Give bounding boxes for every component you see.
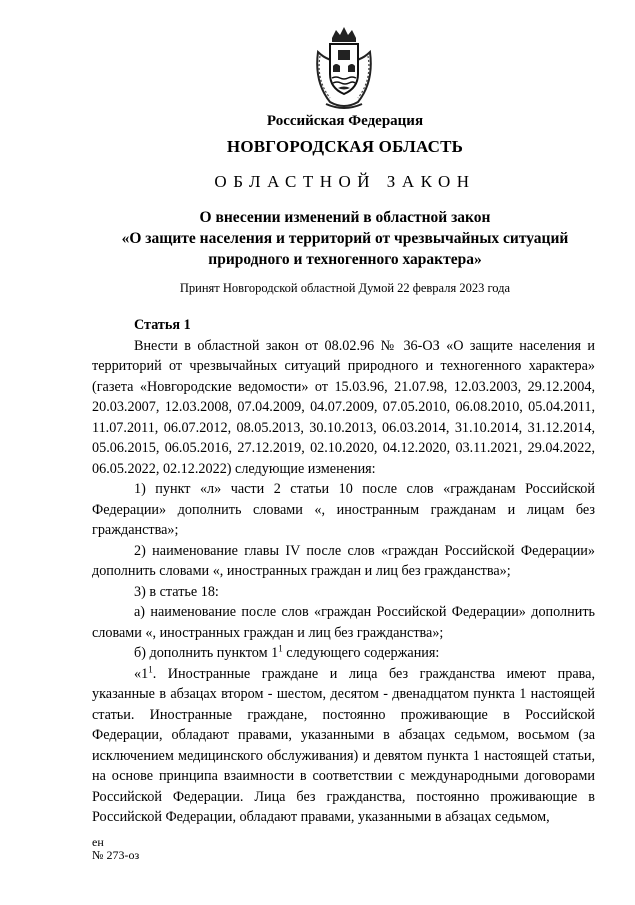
article-item-3b	[92, 643, 595, 664]
quoted-point	[92, 664, 595, 828]
region-title: НОВГОРОДСКАЯ ОБЛАСТЬ	[226, 137, 464, 156]
article-body	[92, 315, 595, 828]
article-item-2: 2) наименование главы IV после слов «граждан Российской Федерации» дополнить словами «, иностранных граждан и лиц без гражданства»;	[92, 542, 595, 579]
item-3b-text-end: следующего содержания:	[282, 645, 440, 661]
article-item-3a: а) наименование после слов «граждан Российской Федерации» дополнить словами «, иностранных граждан и лиц без гражданства»;	[92, 604, 595, 641]
quote-open: «1	[134, 665, 149, 682]
law-type: ОБЛАСТНОЙ ЗАКОН	[214, 172, 476, 191]
superscript: 1	[278, 643, 283, 654]
quote-text: . Иностранные граждане и лица без гражданства имеют права, указанные в абзацах втором - шестом, десятом - двенадцатом пункта 1 настоящей статьи. Иностранные граждане, постоянно проживающие в Российской Федерации, обладают правами, указанными в абзацах седьмом, восьмом (за исключением медицинского обслуживания) и девятом пункта 1 настоящей статьи, на основе принципа взаимности в соответствии с международными договорами Российской Федерации. Лица без гражданства, постоянно проживающие в Российской Федерации, обладают правами, указанными в абзацах седьмом,	[92, 665, 595, 825]
federation-label: Российская Федерация	[266, 113, 424, 129]
adoption-note: Принят Новгородской областной Думой 22 февраля 2023 года	[179, 281, 511, 295]
coat-of-arms-icon	[300, 22, 388, 110]
article-item-1: 1) пункт «л» части 2 статьи 10 после слов «гражданам Российской Федерации» дополнить словами «, иностранным гражданам и лицам без гражданства»;	[92, 481, 595, 538]
document-number: № 273-оз	[92, 848, 140, 862]
document-footer	[92, 836, 139, 862]
superscript: 1	[148, 663, 153, 674]
item-3b-text: б) дополнить пунктом 1	[134, 645, 279, 661]
law-title-line: природного и техногенного характера»	[208, 251, 482, 268]
author-initials: ен	[92, 835, 104, 849]
law-title	[80, 207, 610, 270]
article-item-3: 3) в статье 18:	[134, 583, 219, 600]
law-title-line: «О защите населения и территорий от чрезвычайных ситуаций	[121, 230, 569, 247]
article-intro: Внести в областной закон от 08.02.96 № 36-ОЗ «О защите населения и территорий от чрезвычайных ситуаций природного и техногенного характера» (газета «Новгородские ведомости» от 15.03.96, 21.07.98, 12.03.2003, 29.12.2004, 20.03.2007, 12.03.2008, 07.04.2009, 04.07.2009, 07.05.2010, 06.08.2010, 05.04.2011, 11.07.2011, 06.07.2012, 08.05.2013, 30.10.2013, 06.03.2014, 31.10.2014, 31.12.2014, 05.06.2015, 06.05.2016, 27.12.2019, 02.10.2020, 04.12.2020, 03.11.2021, 29.04.2022, 06.05.2022, 02.12.2022) следующие изменения:	[92, 337, 595, 477]
law-title-line: О внесении изменений в областной закон	[199, 209, 491, 226]
article-heading: Статья 1	[134, 317, 191, 333]
